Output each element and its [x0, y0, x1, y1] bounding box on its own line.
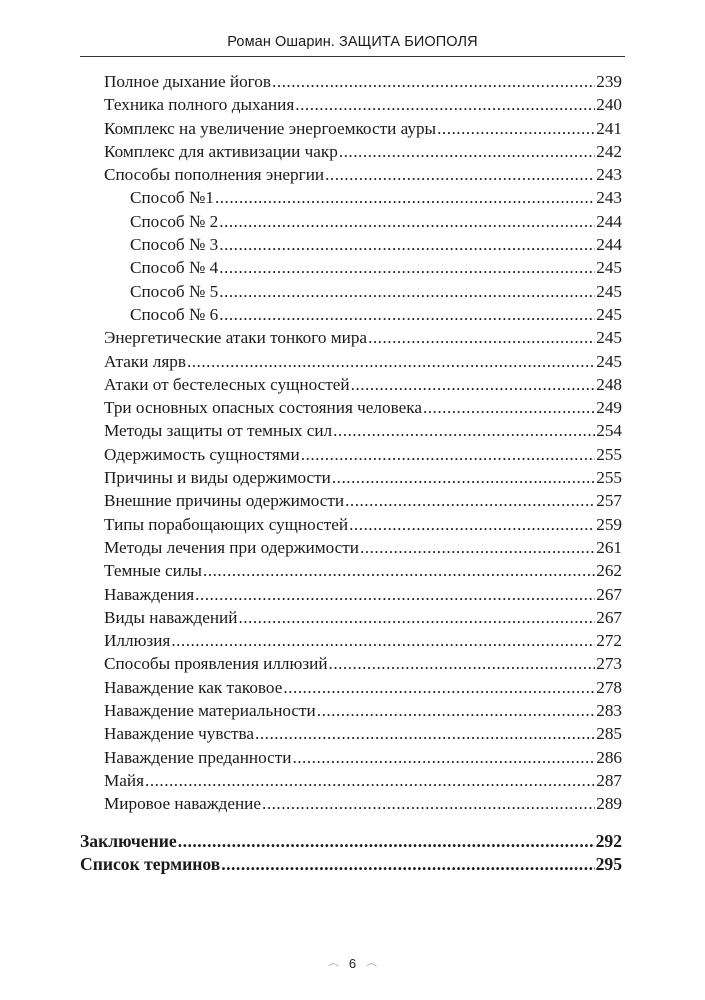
toc-entry-title: Темные силы [104, 561, 202, 581]
toc-entry [80, 652, 622, 675]
toc-entry [80, 163, 622, 186]
toc-entry-page: 287 [596, 770, 622, 790]
toc-entry-page: 241 [596, 118, 622, 138]
toc-entry-page: 242 [596, 141, 622, 161]
toc-entry-title: Техника полного дыхания [104, 95, 295, 115]
toc-gap [80, 816, 622, 830]
toc-entry [80, 699, 622, 722]
toc-entry [80, 419, 622, 442]
toc-entry-title: Наваждение чувства [104, 724, 255, 744]
toc-entry-page: 244 [596, 211, 622, 231]
toc-entry-page: 239 [596, 72, 622, 91]
toc-entry-title: Способ № 3 [130, 235, 219, 255]
toc-leader-dots [333, 419, 595, 442]
table-of-contents [80, 70, 622, 876]
toc-entry-page: 278 [596, 677, 622, 697]
toc-leader-dots [238, 606, 595, 629]
toc-entry-title: Методы защиты от темных сил [104, 421, 333, 441]
toc-entry [80, 256, 622, 279]
toc-entry [80, 186, 622, 209]
toc-entry-page: 248 [596, 374, 622, 394]
toc-entry-page: 286 [596, 747, 622, 767]
toc-entry-page: 244 [596, 235, 622, 255]
toc-leader-dots [187, 350, 595, 373]
toc-entry-title: Заключение [80, 830, 177, 851]
toc-entry-title: Список терминов [80, 853, 221, 874]
toc-leader-dots [345, 489, 595, 512]
toc-entry [80, 676, 622, 699]
toc-entry-title: Способ № 6 [130, 304, 219, 324]
toc-entry-title: Полное дыхание йогов [104, 72, 272, 91]
toc-entry-title: Наваждение преданности [104, 747, 292, 767]
toc-entry [80, 93, 622, 116]
toc-leader-dots [255, 722, 595, 745]
toc-entry-title: Наваждение материальности [104, 701, 316, 721]
toc-entry-title: Комплекс для активизации чакр [104, 141, 338, 161]
toc-entry [80, 853, 622, 876]
toc-entry-page: 283 [596, 701, 622, 721]
toc-entry-page: 255 [596, 468, 622, 488]
toc-entry [80, 396, 622, 419]
toc-leader-dots [360, 536, 595, 559]
toc-entry [80, 280, 622, 303]
page-footer [0, 955, 705, 971]
toc-entry-title: Наваждения [104, 584, 195, 604]
toc-entry-title: Майя [104, 770, 145, 790]
toc-leader-dots [368, 326, 595, 349]
toc-entry [80, 792, 622, 815]
toc-entry-title: Атаки лярв [104, 351, 186, 371]
page-number: 6 [348, 956, 357, 972]
toc-entry-title: Наваждение как таковое [104, 677, 283, 697]
toc-leader-dots [195, 583, 595, 606]
toc-leader-dots [221, 853, 594, 876]
toc-leader-dots [219, 303, 595, 326]
toc-leader-dots [219, 256, 595, 279]
toc-entry-page: 245 [596, 258, 622, 278]
toc-entry-page: 257 [596, 491, 622, 511]
toc-entry [80, 559, 622, 582]
toc-leader-dots [203, 559, 595, 582]
toc-entry [80, 466, 622, 489]
toc-entry [80, 746, 622, 769]
toc-entry-title: Способы пополнения энергии [104, 165, 325, 185]
toc-entry-page: 255 [596, 444, 622, 464]
ornament-right-icon: ෴ [365, 956, 378, 971]
toc-entry-page: 245 [596, 351, 622, 371]
toc-entry-title: Виды наваждений [104, 607, 238, 627]
toc-entry [80, 583, 622, 606]
toc-entry-title: Типы порабощающих сущностей [104, 514, 349, 534]
toc-entry [80, 210, 622, 233]
toc-entry [80, 326, 622, 349]
toc-entry-page: 292 [595, 830, 622, 851]
toc-entry-page: 259 [596, 514, 622, 534]
toc-entry [80, 350, 622, 373]
toc-entry [80, 233, 622, 256]
toc-leader-dots [301, 443, 595, 466]
toc-entry [80, 489, 622, 512]
toc-entry-page: 273 [596, 654, 622, 674]
toc-entry [80, 629, 622, 652]
toc-leader-dots [145, 769, 595, 792]
toc-leader-dots [339, 140, 595, 163]
toc-entry-title: Три основных опасных состояния человека [104, 398, 422, 418]
toc-leader-dots [171, 629, 595, 652]
toc-entry-page: 261 [596, 537, 622, 557]
toc-entry [80, 513, 622, 536]
toc-entry [80, 722, 622, 745]
toc-entry [80, 830, 622, 853]
ornament-left-icon: ෴ [327, 956, 340, 971]
toc-entry [80, 443, 622, 466]
toc-entry-page: 245 [596, 328, 622, 348]
toc-leader-dots [325, 163, 595, 186]
toc-entry-title: Энергетические атаки тонкого мира [104, 328, 368, 348]
toc-leader-dots [283, 676, 595, 699]
toc-entry-page: 249 [596, 398, 622, 418]
toc-leader-dots [215, 186, 595, 209]
toc-entry-title: Способ № 2 [130, 211, 219, 231]
toc-leader-dots [178, 830, 595, 853]
toc-entry-title: Мировое наваждение [104, 794, 262, 814]
toc-entry-title: Причины и виды одержимости [104, 468, 331, 488]
toc-entry [80, 117, 622, 140]
toc-leader-dots [295, 93, 595, 116]
toc-entry-title: Одержимость сущностями [104, 444, 300, 464]
toc-leader-dots [437, 117, 595, 140]
toc-entry-page: 245 [596, 281, 622, 301]
toc-leader-dots [329, 652, 596, 675]
toc-entry-page: 245 [596, 304, 622, 324]
toc-entry [80, 536, 622, 559]
toc-entry-title: Комплекс на увеличение энергоемкости ауры [104, 118, 437, 138]
toc-entry-page: 262 [596, 561, 622, 581]
running-header: Роман Ошарин. ЗАЩИТА БИОПОЛЯ [227, 34, 478, 50]
toc-entry-title: Иллюзия [104, 631, 171, 651]
toc-entry-title: Способ №1 [130, 188, 214, 208]
toc-entry-title: Способ № 4 [130, 258, 219, 278]
toc-entry-page: 243 [596, 188, 622, 208]
toc-leader-dots [332, 466, 595, 489]
toc-entry-title: Атаки от бестелесных сущностей [104, 374, 350, 394]
toc-entry-title: Способы проявления иллюзий [104, 654, 328, 674]
toc-entry-title: Способ № 5 [130, 281, 219, 301]
toc-entry-page: 295 [595, 853, 622, 874]
toc-entry [80, 373, 622, 396]
toc-entry-page: 267 [596, 584, 622, 604]
toc-leader-dots [219, 210, 595, 233]
toc-leader-dots [351, 373, 596, 396]
toc-leader-dots [219, 280, 595, 303]
toc-leader-dots [423, 396, 595, 419]
header-rule [80, 56, 625, 57]
toc-entry-page: 285 [596, 724, 622, 744]
toc-entry [80, 70, 622, 93]
toc-entry [80, 303, 622, 326]
toc-entry [80, 606, 622, 629]
toc-entry-page: 243 [596, 165, 622, 185]
toc-entry-page: 254 [596, 421, 622, 441]
toc-entry-page: 289 [596, 794, 622, 814]
toc-leader-dots [317, 699, 595, 722]
toc-leader-dots [349, 513, 595, 536]
toc-leader-dots [272, 70, 595, 93]
toc-entry-title: Внешние причины одержимости [104, 491, 345, 511]
toc-leader-dots [219, 233, 595, 256]
toc-entry-page: 272 [596, 631, 622, 651]
toc-leader-dots [292, 746, 595, 769]
toc-entry-title: Методы лечения при одержимости [104, 537, 359, 557]
toc-entry-page: 240 [596, 95, 622, 115]
toc-entry [80, 769, 622, 792]
toc-leader-dots [262, 792, 595, 815]
toc-entry [80, 140, 622, 163]
toc-entry-page: 267 [596, 607, 622, 627]
